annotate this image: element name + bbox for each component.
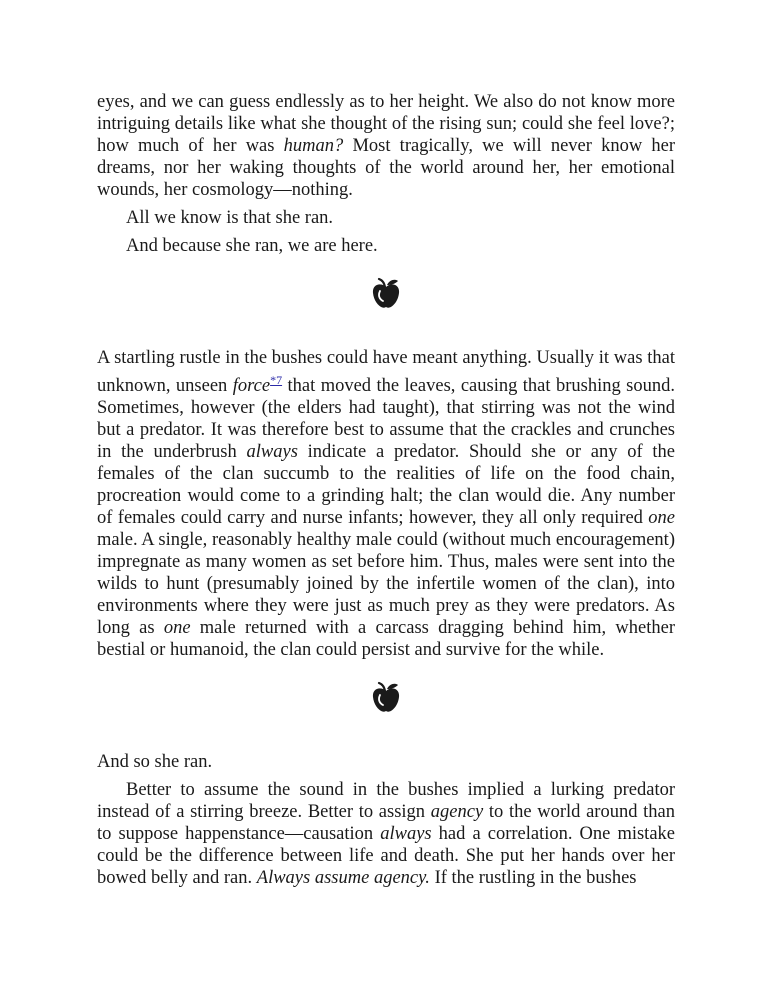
- paragraph-2: All we know is that she ran.: [126, 208, 334, 228]
- paragraph-4: A startling rustle in the bushes could have meant anything. Usually it was that unknown, unseen force$^{*7}$ that moved the leaves, causing that brushing sound. Sometimes, however (the elders had taught), that stirring was not the wind but a predator. It was therefore best to assume that the crackles and crunches in the underbrush always indicate a predator. Should she or any of the females of the clan succumb to the realities of life on the food chain, procreation would come to a grinding halt; the clan would die. Any number of females could carry and nurse infants; however, they all only required one male. A single, reasonably healthy male could (without much encouragement) impregnate as many women as set before him. Thus, males were sent into the wilds to hunt (presumably joined by the infertile women of the clan), into environments where they were just as much prey as they were predators. As long as one male returned with a carcass dragging behind him, whether bestial or humanoid, the clan could persist and survive for the while.: [97, 348, 675, 661]
- section-break-2: [97, 681, 675, 721]
- emphasis-agency: agency: [430, 802, 484, 823]
- emphasis-assume-agency: Always assume agency.: [256, 868, 430, 889]
- page-body: [97, 91, 675, 889]
- paragraph-1: eyes, and we can guess endlessly as to her height. We also do not know more intriguing details like what she thought of the rising sun; could she feel love?; how much of her was human? Most tragically, we will never know her dreams, nor her waking thoughts of the world around her, her emotional wounds, her cosmology—nothing.: [97, 92, 676, 200]
- emphasis-always-2: always: [380, 824, 432, 845]
- apple-ornament-icon: [369, 277, 403, 313]
- emphasis-force: force: [232, 376, 271, 397]
- section-break-1: [97, 277, 675, 317]
- apple-ornament-icon: [369, 681, 403, 717]
- paragraph-5: And so she ran.: [97, 752, 213, 773]
- footnote-link[interactable]: *7: [270, 373, 283, 387]
- emphasis-always: always: [246, 442, 298, 463]
- emphasis-one-2: one: [163, 618, 191, 639]
- emphasis-human: human?: [283, 136, 344, 156]
- emphasis-one: one: [648, 508, 675, 529]
- paragraph-3: And because she ran, we are here.: [126, 236, 378, 256]
- paragraph-6: Better to assume the sound in the bushes implied a lurking predator instead of a stirring breeze. Better to assign agency to the world around than to suppose happenstance—causation always had a correlation. One mistake could be the difference between life and death. She put her hands over her bowed belly and ran. Always assume agency. If the rustling in the bushes: [97, 780, 676, 889]
